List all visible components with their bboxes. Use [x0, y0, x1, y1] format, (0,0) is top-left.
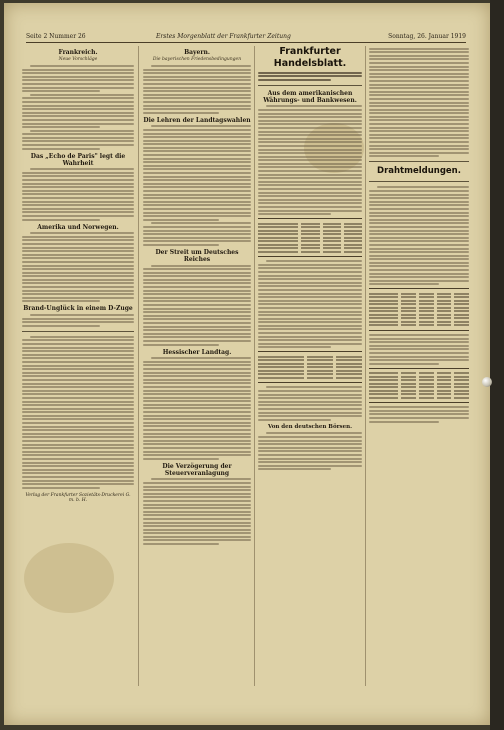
article-body [258, 260, 362, 348]
quotation-table [369, 368, 469, 404]
article-body [143, 65, 251, 114]
article-body [143, 478, 251, 545]
article-heading-frankreich: Frankreich. [58, 49, 98, 56]
article-heading-streit: Der Streit um Deutsches Reiches [155, 248, 239, 263]
column-2 [143, 46, 251, 547]
section-heading-drahtmeldungen: Drahtmeldungen. [377, 166, 461, 177]
article-body [258, 105, 362, 215]
publisher-footer: Verlag der Frankfurter Sozietäts-Druckerei G. m. b. H. [25, 492, 131, 503]
article-body [22, 336, 134, 489]
article-body [258, 386, 362, 420]
column-3 [258, 46, 362, 472]
article-heading-bayern: Bayern. [184, 49, 210, 56]
article-body [258, 432, 362, 470]
article-heading-amerika: Amerika und Norwegen. [37, 223, 119, 231]
article-subheading: Die bayerischen Friedensbedingungen [152, 57, 242, 62]
page-header [26, 32, 466, 43]
article-body [22, 65, 134, 150]
masthead-handelsblatt: Frankfurter Handelsblatt. [273, 46, 347, 69]
issue-date: Sonntag, 26. Januar 1919 [388, 33, 466, 40]
article-body [22, 314, 134, 327]
quotation-table [369, 288, 469, 331]
statistics-table [258, 218, 362, 257]
newspaper-page [4, 3, 490, 725]
column-4 [369, 46, 469, 424]
pin-icon [482, 377, 492, 387]
article-subheading: Neue Vorschläge [58, 57, 98, 62]
scan-edge [490, 0, 504, 730]
article-body [143, 357, 251, 460]
article-heading-steuer: Die Verzögerung der Steuerveranlagung [162, 462, 232, 477]
page-number: Seite 2 Nummer 26 [26, 33, 86, 40]
article-body [369, 186, 469, 285]
statistics-table [258, 351, 362, 383]
article-body [22, 168, 134, 220]
article-heading-echo: Das „Echo de Paris" legt die Wahrheit [30, 152, 126, 167]
article-body [22, 232, 134, 302]
article-body [143, 125, 251, 246]
article-heading-waehrung: Aus dem amerikanischen Währungs- und Bankwesen. [263, 89, 357, 104]
article-heading-boersen: Von den deutschen Börsen. [267, 423, 353, 430]
article-body [143, 265, 251, 346]
column-1 [22, 46, 134, 503]
article-body [369, 334, 469, 365]
article-heading-brand: Brand-Unglück in einem D-Zuge [23, 305, 133, 313]
article-heading-hessischer-landtag: Hessischer Landtag. [162, 348, 232, 356]
article-body [369, 406, 469, 422]
newspaper-title: Erstes Morgenblatt der Frankfurter Zeitung [156, 33, 291, 40]
market-report [369, 48, 469, 158]
article-heading-lehren: Die Lehren der Landtagswahlen [143, 116, 251, 124]
